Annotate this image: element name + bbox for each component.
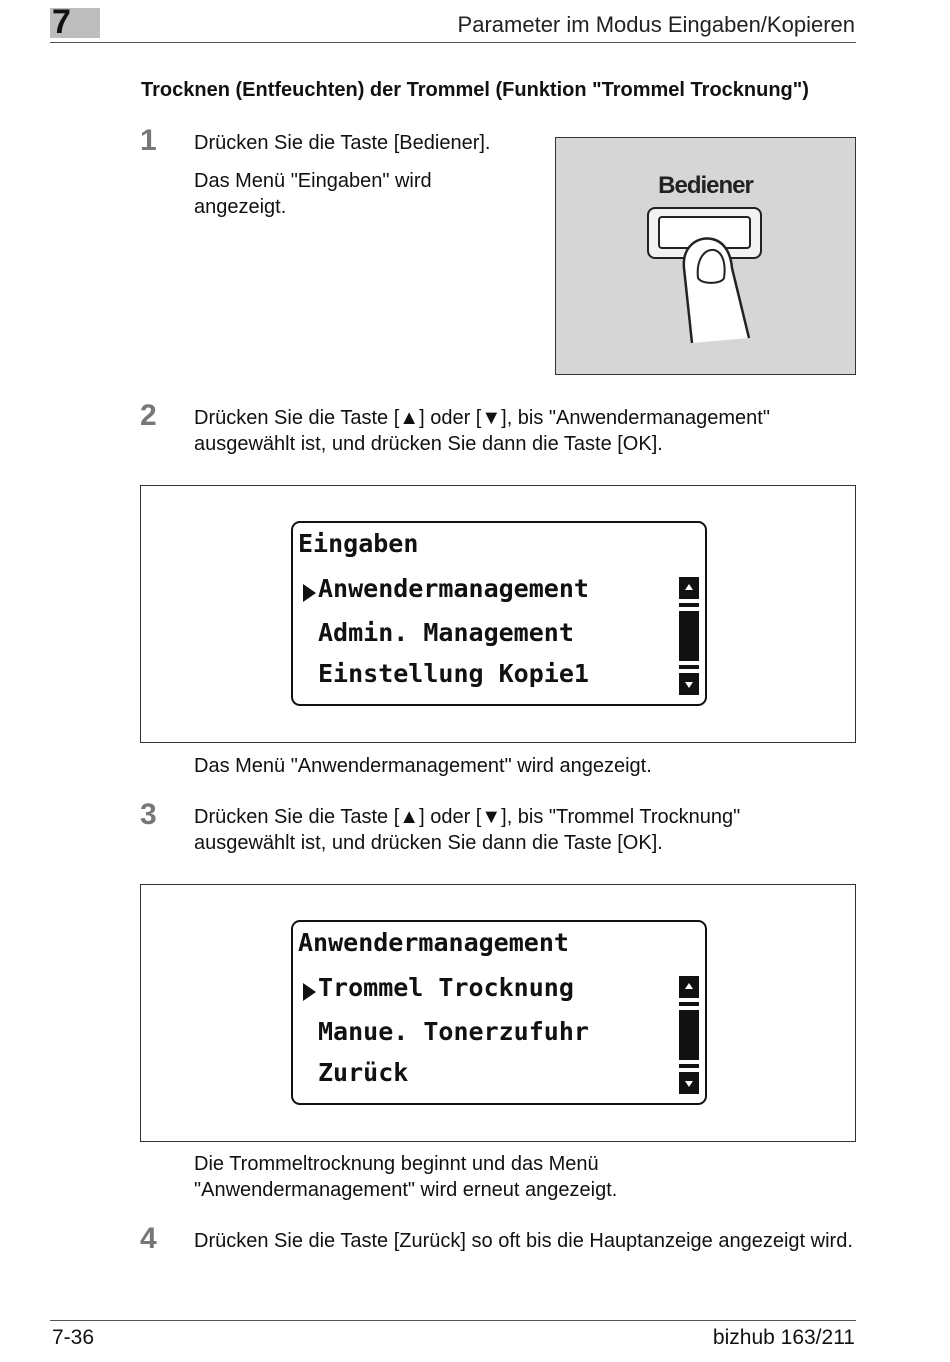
lcd-figure [140, 485, 856, 743]
finger-pressing-icon [556, 138, 855, 374]
lcd-title: Eingaben [298, 529, 419, 558]
footer-rule [50, 1320, 856, 1321]
step-number: 4 [140, 1222, 157, 1255]
step-text: Drücken Sie die Taste [Bediener]. [194, 132, 491, 154]
bediener-label: Bediener [658, 172, 753, 199]
header-rule [50, 42, 856, 43]
lcd-item: Einstellung Kopie1 [318, 659, 589, 688]
step-result: Das Menü "Anwendermanagement" wird angezeigt. [194, 755, 652, 777]
lcd-title: Anwendermanagement [298, 928, 569, 957]
header-title: Parameter im Modus Eingaben/Kopieren [457, 12, 855, 37]
scrollbar-icon [679, 976, 699, 1094]
step-result: Das Menü "Eingaben" wird angezeigt. [194, 170, 432, 218]
lcd-item-selected: Trommel Trocknung [318, 973, 574, 1002]
lcd-item: Manue. Tonerzufuhr [318, 1017, 589, 1046]
step-text: Drücken Sie die Taste [▲] oder [▼], bis "Trommel Trocknung" ausgewählt ist, und drücken Sie dann die Taste [OK]. [194, 806, 741, 854]
step-number: 1 [140, 124, 157, 157]
chapter-number: 7 [52, 3, 71, 41]
step-number: 3 [140, 798, 157, 831]
step-text: Drücken Sie die Taste [▲] oder [▼], bis "Anwendermanagement" ausgewählt ist, und drücken Sie dann die Taste [OK]. [194, 407, 770, 455]
lcd-item: Zurück [318, 1058, 409, 1087]
page-number: 7-36 [52, 1326, 95, 1349]
lcd-item-selected: Anwendermanagement [318, 574, 589, 603]
section-title: Trocknen (Entfeuchten) der Trommel (Funktion "Trommel Trocknung") [141, 79, 809, 101]
step-text: Drücken Sie die Taste [Zurück] so oft bis die Hauptanzeige angezeigt wird. [194, 1230, 853, 1252]
selection-cursor-icon [303, 584, 316, 602]
lcd-display [291, 920, 707, 1105]
lcd-display [291, 521, 707, 706]
lcd-figure [140, 884, 856, 1142]
bediener-button-illustration [555, 137, 856, 375]
lcd-item: Admin. Management [318, 618, 574, 647]
step-result: Die Trommeltrocknung beginnt und das Menü "Anwendermanagement" wird erneut angezeigt. [194, 1153, 618, 1201]
scrollbar-icon [679, 577, 699, 695]
step-number: 2 [140, 399, 157, 432]
selection-cursor-icon [303, 983, 316, 1001]
product-name: bizhub 163/211 [712, 1326, 855, 1349]
